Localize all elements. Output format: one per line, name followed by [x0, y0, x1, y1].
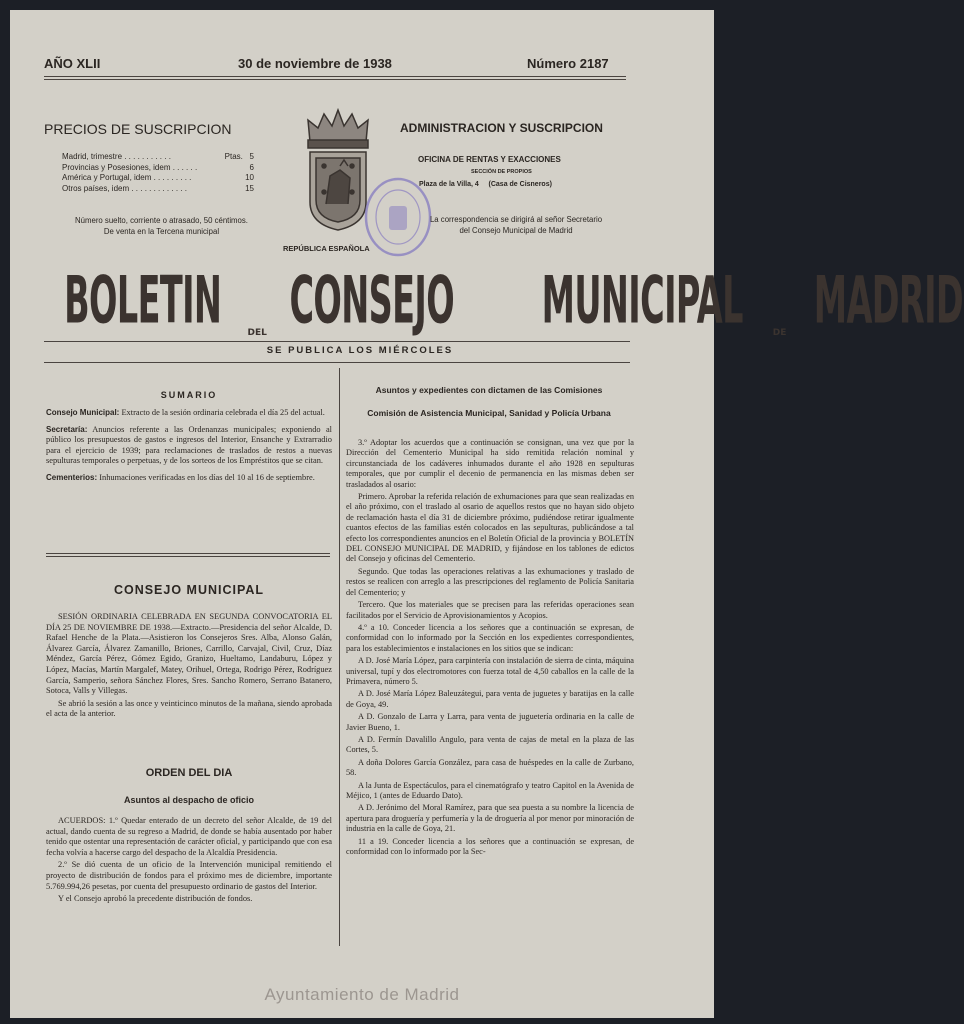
commission-paragraph: A D. Gonzalo de Larra y Larra, para venta de juguetería ordinaria en la calle de Javier Bueno, 1.: [346, 712, 634, 732]
republic-label: REPÚBLICA ESPAÑOLA: [283, 244, 370, 253]
admin-address: Plaza de la Villa, 4 (Casa de Cisneros): [419, 181, 552, 188]
commission-paragraph: 3.º Adoptar los acuerdos que a continuación se consignan, una vez que por la Dirección del Cementerio Municipal ha sido remitida relación nominal y circunstanciada de los cadáveres inhumados durante el año 1928 en sepulturas temporales, que por cumplir el decenio de permanencia en las mismas deben ser trasladados al osario:: [346, 438, 634, 489]
price-row: Madrid, trimestre . . . . . . . . . . . Ptas. 5: [62, 152, 254, 161]
despacho-heading: Asuntos al despacho de oficio: [123, 795, 255, 805]
commission-paragraph: A D. Jerónimo del Moral Ramírez, para que sea puesta a su nombre la licencia de apertura para droguería y perfumería y la de droguería al por menor por minoración de industria en la calle de Goya, 21.: [346, 803, 634, 834]
title-del: DEL: [247, 328, 267, 338]
price-row: América y Portugal, idem . . . . . . . . . 10: [62, 173, 254, 182]
despacho-paragraph: Y el Consejo aprobó la precedente distribución de fondos.: [58, 894, 253, 904]
commission-paragraph: 4.º a 10. Conceder licencia a los señores que a continuación se expresan, de conformidad con lo informado por la Sección en los expedientes correspondientes, para los establecimientos e instalaciones en los sitios que se indican:: [346, 622, 634, 653]
prices-heading: PRECIOS DE SUSCRIPCION: [44, 121, 232, 137]
title-consejo: CONSEJO: [289, 262, 454, 338]
admin-note-correspondence: La correspondencia se dirigirá al señor Secretario: [429, 215, 603, 224]
price-row: Provincias y Posesiones, idem . . . . . . 6: [62, 162, 254, 172]
prices-table: [62, 152, 254, 194]
commission-paragraph: Primero. Aprobar la referida relación de exhumaciones para que sean realizadas en el año próximo, con el traslado al osario de aquellos restos que no hayan sido objeto de reclamación hasta el día 31 de diciembre próximo, pudiéndose retirar igualmente cuantos efectos de las familias estén colocados en las sepulturas, publicándose a tal efecto los correspondientes anuncios en el Boletín Oficial de la provincia y BOLETÍN DEL CONSEJO MUNICIPAL DE MADRID, y fijándose en los tablones de edictos del Consejo y oficinas del Cementerio.: [346, 492, 634, 564]
masthead-rule: [44, 76, 626, 80]
despacho-paragraph: 2.º Se dió cuenta de un oficio de la Intervención municipal remitiendo el proyecto de distribución de fondos para el próximo mes de diciembre, importante 5.769.994,26 pesetas, por cuenta del presupuesto ordinario de gastos del Interior.: [46, 860, 332, 891]
title-municipal: MUNICIPAL: [541, 262, 744, 338]
commission-text: [346, 438, 634, 859]
session-paragraph-opening: Se abrió la sesión a las once y veinticinco minutos de la mañana, siendo aprobada el acta de la anterior.: [46, 698, 332, 719]
summary-item: Cementerios: Inhumaciones verificadas en los días del 10 al 16 de septiembre.: [46, 472, 315, 482]
column-divider: [339, 368, 340, 946]
admin-heading: ADMINISTRACION Y SUSCRIPCION: [400, 121, 603, 135]
title-madrid: MADRID: [814, 262, 964, 338]
newspaper-page: [10, 10, 964, 1018]
issue-number: Número 2187: [527, 56, 609, 71]
summary-heading: SUMARIO: [160, 390, 218, 400]
commission-paragraph: Tercero. Que los materiales que se precisen para las referidas operaciones sean facilitados por el Servicio de Aprovisionamientos y Acopios.: [346, 600, 634, 620]
commissions-heading: Asuntos y expedientes con dictamen de las Comisiones: [375, 385, 603, 395]
orden-heading: ORDEN DEL DIA: [145, 767, 233, 779]
admin-office: OFICINA DE RENTAS Y EXACCIONES: [418, 155, 561, 164]
commission-paragraph: Segundo. Que todas las operaciones relativas a las exhumaciones y traslado de restos se realicen con arreglo a las prescripciones del reglamento de Policía Sanitaria del Cementerio; y: [346, 566, 634, 597]
commission-paragraph: A doña Dolores García González, para casa de huéspedes en la calle de Zurbano, 58.: [346, 757, 634, 778]
title-rule: [44, 341, 630, 342]
publication-note: SE PUBLICA LOS MIÉRCOLES: [266, 345, 454, 356]
publication-rule: [44, 362, 630, 363]
price-note-sale: De venta en la Tercena municipal: [103, 227, 220, 236]
admin-notes: [400, 214, 632, 236]
despacho-text: [46, 816, 332, 907]
issue-date: 30 de noviembre de 1938: [238, 56, 392, 71]
session-paragraph: SESIÓN ORDINARIA CELEBRADA EN SEGUNDA CONVOCATORIA EL DÍA 25 DE NOVIEMBRE DE 1938.—Extracto.—Presidencia del señor Alcalde, D. Rafael Henche de la Plata.—Asistieron los Consejeros Sres. Alba, Alonso Galán, Álvarez García, Álvarez Zamanillo, Briones, Carrillo, Carvajal, Civil, Cruz, Díaz Méndez, García Pérez, Gómez Egido, Granizo, Hueltamo, Landaburu, López y López, Macías, Martín Margalef, Matey, Orihuel, Ortega, Rodrigo Pérez, Rodríguez García, Samperio, señora Sánchez Flores, Sres. Sancho Romero, Serrano Batanero, Sotoca, Valls y Villegas.: [46, 612, 332, 696]
despacho-paragraph: ACUERDOS: 1.º Quedar enterado de un decreto del señor Alcalde, de 19 del actual, dando cuenta de su regreso a Madrid, de donde se había ausentado por haber tenido que ostentar una representación de carácter oficial, y participando que con esa fecha volvía a hacerse cargo del despacho de la Alcaldía Presidencia.: [46, 816, 332, 857]
session-text: [46, 612, 332, 722]
newspaper-title: [44, 262, 964, 338]
price-note-single: Número suelto, corriente o atrasado, 50 céntimos.: [75, 216, 248, 225]
summary-item: Consejo Municipal: Extracto de la sesión ordinaria celebrada el día 25 del actual.: [46, 408, 325, 417]
prices-notes: [44, 215, 279, 237]
title-de: DE: [772, 328, 787, 338]
title-boletin: BOLETIN: [64, 262, 222, 338]
commission-paragraph: A D. José María López Baleuzátegui, para venta de juguetes y baratijas en la calle de Goya, 49.: [346, 689, 634, 709]
admin-section: SECCIÓN DE PROPIOS: [471, 169, 532, 175]
archive-watermark: Ayuntamiento de Madrid: [264, 985, 460, 1004]
summary-rule: [46, 553, 330, 557]
admin-note-council: del Consejo Municipal de Madrid: [459, 226, 573, 235]
commission-paragraph: A D. Fermín Davalillo Angulo, para venta de cajas de metal en la plaza de las Cortes, 5.: [346, 734, 634, 755]
commission-name: Comisión de Asistencia Municipal, Sanidad y Policía Urbana: [367, 408, 611, 418]
commission-paragraph: 11 a 19. Conceder licencia a los señores que a continuación se expresan, de conformidad con lo informado por la Sec-: [346, 836, 634, 857]
summary-list: [46, 408, 332, 490]
commission-paragraph: A D. José María López, para carpintería con instalación de sierra de cinta, máquina universal, tupí y dos electromotores con fuerza total de 4,50 caballos en la calle de la Primavera, número 5.: [346, 656, 634, 686]
issue-year: AÑO XLII: [44, 56, 101, 71]
commission-paragraph: A la Junta de Espectáculos, para el cinematógrafo y teatro Capitol en la Avenida de Méjico, 1 (antes de Eduardo Dato).: [346, 780, 634, 800]
summary-item: Secretaría: Anuncios referente a las Ordenanzas municipales; exponiendo al público los presupuestos de gastos e ingresos del Interior, Ensanche y Extrarradio para el ejercicio de 1939; para reclamaciones de traslados de restos a nuevas sepulturas temporales o perpetuas, y de los sorteos de los Empréstitos que se citan.: [46, 424, 332, 466]
price-row: Otros países, idem . . . . . . . . . . . . . 15: [62, 183, 254, 193]
consejo-heading: CONSEJO MUNICIPAL: [113, 583, 265, 597]
